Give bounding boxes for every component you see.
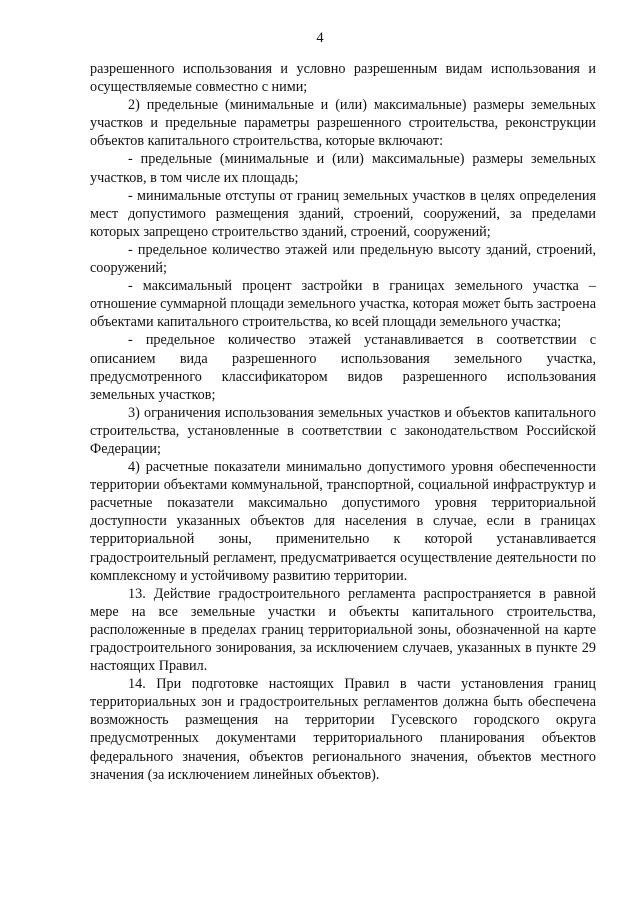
paragraph-bullet-coverage: - максимальный процент застройки в границах земельного участка – отношение суммарной площади земельного участка, которая может быть застроена объектами капитального строительства, ко всей площади земельного участка; [90,278,596,331]
page-number: 4 [316,30,324,46]
document-body [90,60,596,784]
paragraph-bullet-floors-height: - предельное количество этажей или предельную высоту зданий, строений, сооружений; [90,241,596,277]
paragraph-item-2: 2) предельные (минимальные и (или) максимальные) размеры земельных участков и предельные параметры разрешенного строительства, реконструкции объектов капитального строительства, которые включают: [90,97,596,150]
paragraph-item-3: 3) ограничения использования земельных участков и объектов капитального строительства, установленные в соответствии с законодательством Российской Федерации; [90,404,596,457]
paragraph-continuation: разрешенного использования и условно разрешенным видам использования и осуществляемые совместно с ними; [90,61,596,96]
paragraph-section-13: 13. Действие градостроительного регламента распространяется в равной мере на все земельные участки и объекты капитального строительства, расположенные в пределах границ территориальной зоны, обозначенной на карте градостроительного зонирования, за исключением случаев, указанных в пункте 29 настоящих Правил. [90,585,596,675]
paragraph-item-4: 4) расчетные показатели минимально допустимого уровня обеспеченности территории объектами коммунальной, транспортной, социальной инфраструктур и расчетные показатели максимально допустимого уровня территориальной доступности указанных объектов для населения в случае, если в границах территориальной зоны, применительно к которой устанавливается градостроительный регламент, предусматривается осуществление деятельности по комплексному и устойчивому развитию территории. [90,459,596,584]
paragraph-bullet-plot-sizes: - предельные (минимальные и (или) максимальные) размеры земельных участков, в том числе их площадь; [90,151,596,186]
paragraph-bullet-floor-count: - предельное количество этажей устанавливается в соответствии с описанием вида разрешенного использования земельного участка, предусмотренного классификатором видов разрешенного использования земельных участков; [90,332,596,403]
paragraph-bullet-setbacks: - минимальные отступы от границ земельных участков в целях определения мест допустимого размещения зданий, строений, сооружений, за пределами которых запрещено строительство зданий, строений, сооружений; [90,187,596,240]
paragraph-section-14: 14. При подготовке настоящих Правил в части установления границ территориальных зон и градостроительных регламентов должна быть обеспечена возможность размещения на территории Гусевского городского округа предусмотренных документами территориального планирования объектов федерального значения, объектов регионального значения, объектов местного значения (за исключением линейных объектов). [90,676,596,783]
